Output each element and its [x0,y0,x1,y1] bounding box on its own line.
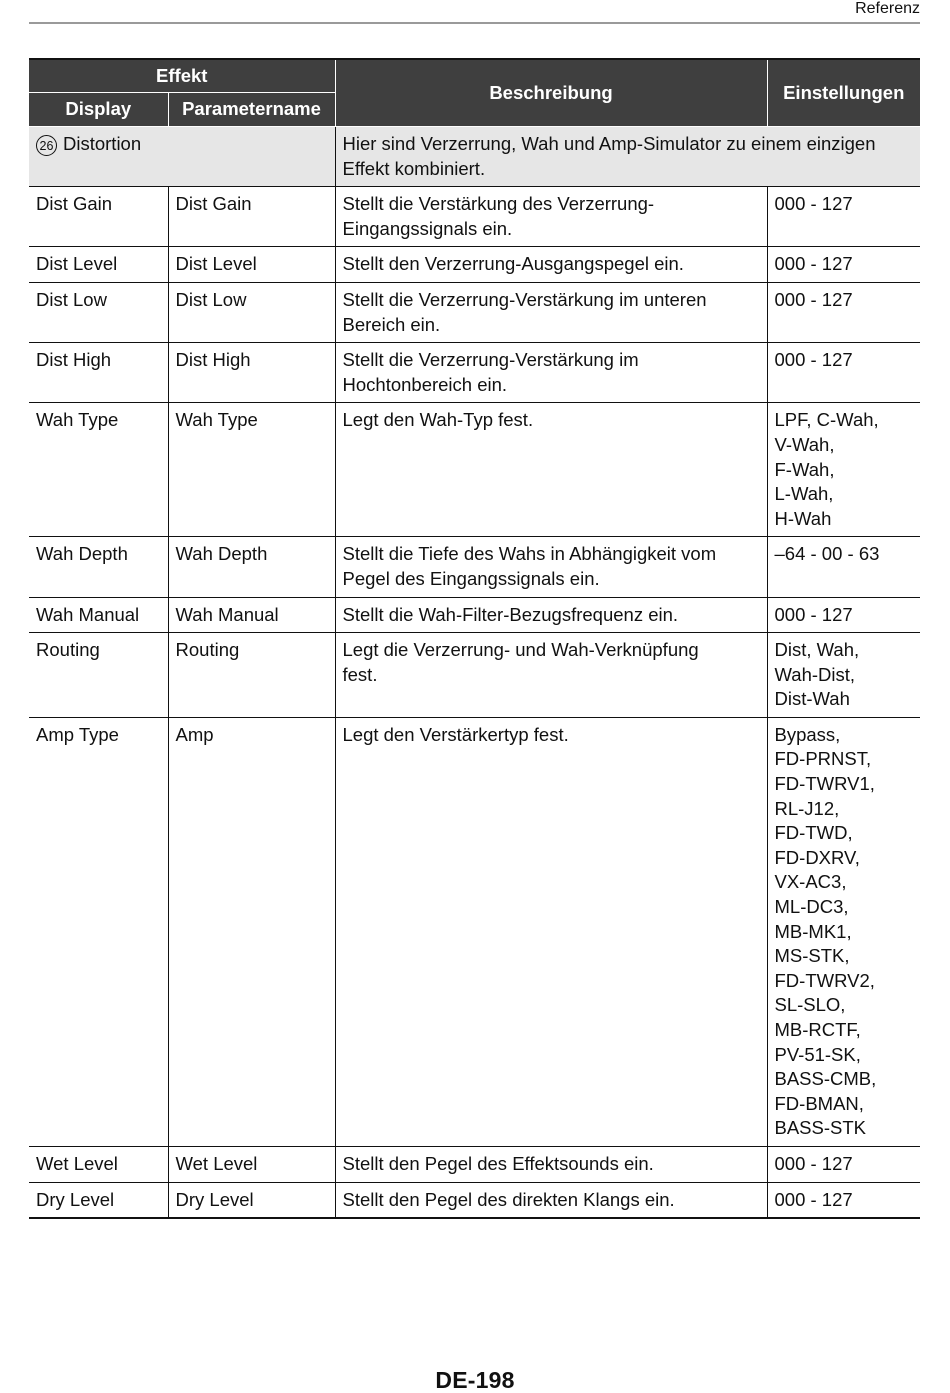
parameter-cell: Dist Gain [168,187,335,247]
parameter-cell: Dist Level [168,247,335,283]
description-cell: Legt den Wah-Typ fest. [335,403,767,537]
parameter-cell: Dist Low [168,282,335,342]
description-cell: Stellt die Tiefe des Wahs in Abhängigkeit vom Pegel des Eingangssignals ein. [335,537,767,597]
header-parametername: Parametername [168,93,335,127]
parameter-cell: Wah Type [168,403,335,537]
table-row [29,282,920,342]
description-cell: Stellt die Verzerrung-Verstärkung im unteren Bereich ein. [335,282,767,342]
effect-group-name-cell [29,127,335,187]
description-cell: Stellt den Verzerrung-Ausgangspegel ein. [335,247,767,283]
display-cell: Wah Type [29,403,168,537]
effect-group-row [29,127,920,187]
description-cell: Legt den Verstärkertyp fest. [335,717,767,1146]
table-row [29,187,920,247]
display-cell: Routing [29,633,168,718]
settings-cell: 000 - 127 [767,187,920,247]
table-row [29,1182,920,1218]
parameter-cell: Wah Manual [168,597,335,633]
table-row [29,597,920,633]
header-rule [29,22,920,24]
display-cell: Dist Low [29,282,168,342]
description-cell: Stellt den Pegel des direkten Klangs ein. [335,1182,767,1218]
settings-cell: 000 - 127 [767,597,920,633]
description-cell: Legt die Verzerrung- und Wah-Verknüpfung fest. [335,633,767,718]
description-cell: Stellt die Verzerrung-Verstärkung im Hochtonbereich ein. [335,343,767,403]
parameter-cell: Amp [168,717,335,1146]
parameter-cell: Wet Level [168,1146,335,1182]
effect-group-description: Hier sind Verzerrung, Wah und Amp-Simulator zu einem einzigen Effekt kombiniert. [335,127,920,187]
header-beschreibung: Beschreibung [335,59,767,127]
settings-cell: 000 - 127 [767,1146,920,1182]
settings-cell: 000 - 127 [767,247,920,283]
display-cell: Wah Depth [29,537,168,597]
settings-cell: 000 - 127 [767,343,920,403]
effect-parameter-table [29,58,920,1219]
parameter-cell: Wah Depth [168,537,335,597]
display-cell: Dist Gain [29,187,168,247]
settings-cell: 000 - 127 [767,1182,920,1218]
table-row [29,537,920,597]
parameter-cell: Dist High [168,343,335,403]
page-number: DE-198 [435,1367,515,1393]
parameter-cell: Routing [168,633,335,718]
display-cell: Wet Level [29,1146,168,1182]
display-cell: Dry Level [29,1182,168,1218]
table-row [29,403,920,537]
parameter-cell: Dry Level [168,1182,335,1218]
description-cell: Stellt die Wah-Filter-Bezugsfrequenz ein. [335,597,767,633]
effect-number-badge: 26 [36,135,57,156]
settings-cell: Bypass, FD-PRNST, FD-TWRV1, RL-J12, FD-TWD, FD-DXRV, VX-AC3, ML-DC3, MB-MK1, MS-STK, FD-TWRV2, SL-SLO, MB-RCTF, PV-51-SK, BASS-CMB, FD-BMAN, BASS-STK [767,717,920,1146]
display-cell: Dist High [29,343,168,403]
display-cell: Amp Type [29,717,168,1146]
header-effekt: Effekt [29,59,335,93]
settings-cell: Dist, Wah, Wah-Dist, Dist-Wah [767,633,920,718]
display-cell: Wah Manual [29,597,168,633]
settings-cell: LPF, C-Wah, V-Wah, F-Wah, L-Wah, H-Wah [767,403,920,537]
table-row [29,717,920,1146]
section-title: Referenz [855,0,920,17]
settings-cell: 000 - 127 [767,282,920,342]
header-display: Display [29,93,168,127]
table-row [29,1146,920,1182]
table-row [29,247,920,283]
display-cell: Dist Level [29,247,168,283]
table-row [29,633,920,718]
description-cell: Stellt den Pegel des Effektsounds ein. [335,1146,767,1182]
description-cell: Stellt die Verstärkung des Verzerrung- Eingangssignals ein. [335,187,767,247]
header-einstellungen: Einstellungen [767,59,920,127]
table-row [29,343,920,403]
settings-cell: –64 - 00 - 63 [767,537,920,597]
effect-group-name: Distortion [63,133,142,154]
